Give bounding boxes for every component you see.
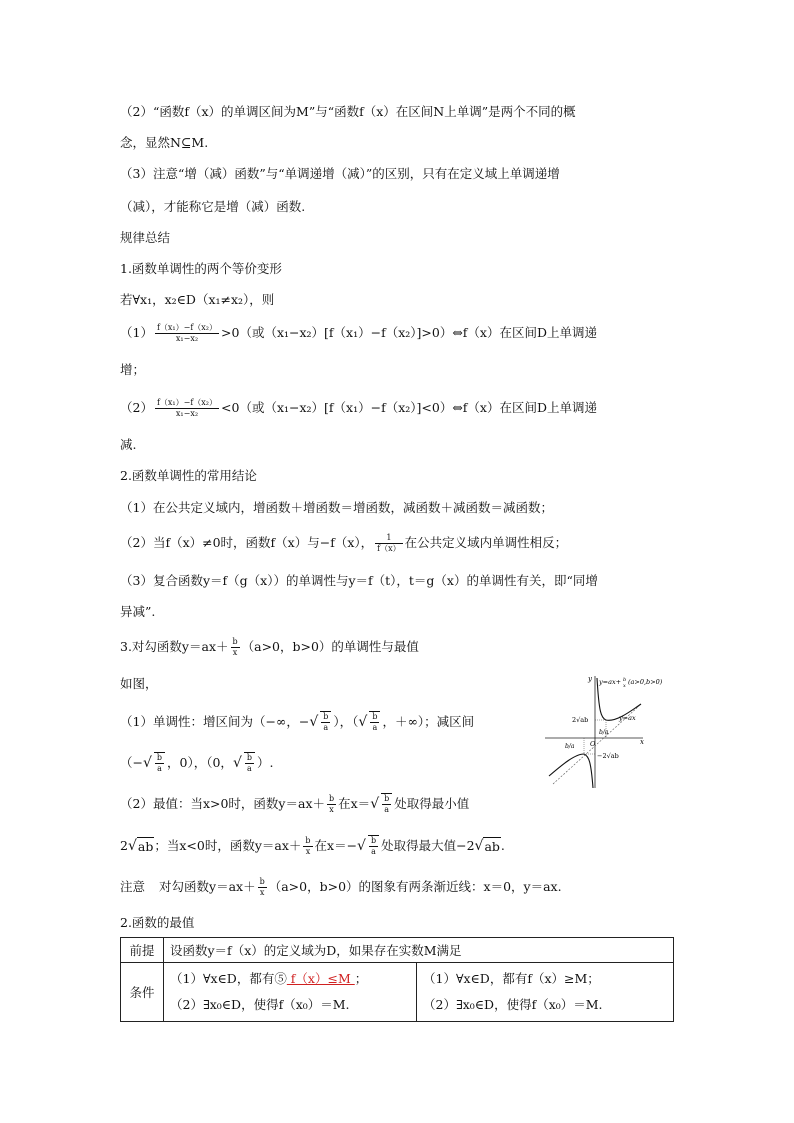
sqrt-b-over-a: √ $\frac{b}{a}$ [233, 752, 257, 774]
sqrt-b-over-a: √ $\frac{b}{a}$ [309, 711, 333, 733]
pos-root-label: b/a [599, 729, 609, 736]
diff-quotient-fraction: $\frac{\text{f（x₁）−f（x₂）}}{\text{x₁−x₂}}$ [156, 323, 218, 343]
s3-item1: （1）单调性：增区间为（−∞，− √ $\frac{b}{a}$ ），（ √ $\frac{b}{a}$ ，＋∞）；减区间 [120, 712, 475, 732]
s1-cond: 若∀x₁，x₂∈D（x₁≠x₂），则 [120, 292, 275, 307]
table-cell: （1）∀x∈D，都有⑤ f（x）≤M ； （2）∃x₀∈D，使得f（x₀）＝M. [164, 963, 417, 1022]
sqrt-b-over-a: √ $\frac{b}{a}$ [357, 835, 381, 857]
b-over-x-fraction: $\frac{b}{x}$ [259, 877, 265, 897]
table-row [121, 938, 674, 963]
fill-blank-answer: f（x）≤M [286, 971, 355, 986]
note: 注意 对勾函数y＝ax＋ $\frac{b}{x}$ （a>0，b>0）的图象有两条渐近线：x＝0，y＝ax. [120, 877, 562, 897]
s1-title: 1.函数单调性的两个等价变形 [120, 261, 282, 276]
y-axis-label: y [588, 675, 592, 683]
min-value-label: 2√ab [572, 716, 589, 724]
condition-label: (a>0,b>0) [628, 678, 663, 686]
origin-label: O [590, 740, 596, 748]
s2-title: 2.函数单调性的常用结论 [120, 468, 257, 483]
function-label-frac-den: x [623, 683, 626, 689]
x-axis-label: x [640, 738, 644, 746]
s4-title: 2.函数的最值 [120, 915, 195, 930]
s1-item1: （1） $\frac{\text{f（x₁）−f（x₂）}}{\text{x₁−x₂}}$ >0（或（x₁−x₂）[f（x₁）−f（x₂）]>0）⇔f（x）在区间D上单调递 [120, 323, 597, 343]
b-over-x-fraction: $\frac{b}{x}$ [329, 794, 335, 814]
left-branch-curve [549, 754, 593, 788]
max-value-label: −2√ab [597, 752, 619, 760]
diff-quotient-fraction: $\frac{\text{f（x₁）−f（x₂）}}{\text{x₁−x₂}}$ [156, 398, 218, 418]
function-label-frac-num: b [623, 677, 627, 683]
s3-title: 3.对勾函数y＝ax＋ $\frac{b}{x}$ （a>0，b>0）的单调性与最值 [120, 637, 419, 657]
table-cell: （1）∀x∈D，都有f（x）≥M； （2）∃x₀∈D，使得f（x₀）＝M. [417, 963, 674, 1022]
sqrt-ab: √ ab [474, 838, 500, 854]
s3-item2: （2）最值：当x>0时，函数y＝ax＋ $\frac{b}{x}$ 在x＝ √ $\frac{b}{a}$ 处取得最小值 [120, 794, 470, 814]
s2-item3: （3）复合函数y＝f（g（x））的单调性与y＝f（t），t＝g（x）的单调性有关，即“同增 [120, 573, 598, 588]
para-2: （2）“函数f（x）的单调区间为M”与“函数f（x）在区间N上单调”是两个不同的概 [120, 104, 576, 119]
reciprocal-fraction: $\frac{1}{f(x)}$ [377, 533, 401, 553]
s1-item1-cont: 增； [120, 362, 146, 377]
neg-root-label: b/a [565, 743, 575, 750]
table-row [121, 963, 674, 1022]
function-label: y=ax+ [599, 678, 622, 686]
asymptote-label: y=ax [619, 714, 636, 722]
para-3-cont: （减），才能称它是增（减）函数. [120, 199, 306, 214]
s3-as-figure: 如图， [120, 676, 158, 691]
para-3: （3）注意“增（减）函数”与“单调递增（减）”的区别，只有在定义域上单调递增 [120, 166, 560, 181]
table-cell: 前提 [121, 938, 164, 963]
sqrt-b-over-a: √ $\frac{b}{a}$ [370, 793, 394, 815]
s3-item1-cont: （− √ $\frac{b}{a}$ ，0），（0， √ $\frac{b}{a}$ ）. [120, 753, 274, 773]
s1-item2-cont: 减. [120, 437, 137, 452]
sqrt-b-over-a: √ $\frac{b}{a}$ [143, 752, 167, 774]
sqrt-b-over-a: √ $\frac{b}{a}$ [358, 711, 382, 733]
table-cell: 条件 [121, 963, 164, 1022]
para-2-cont: 念，显然N⊆M. [120, 135, 209, 150]
section-heading: 规律总结 [120, 230, 171, 245]
b-over-x-fraction: $\frac{b}{x}$ [232, 637, 238, 657]
s2-item1: （1）在公共定义域内，增函数＋增函数＝增函数，减函数＋减函数＝减函数； [120, 500, 553, 515]
s1-item2: （2） $\frac{\text{f（x₁）−f（x₂）}}{\text{x₁−x₂}}$ <0（或（x₁−x₂）[f（x₁）−f（x₂）]<0）⇔f（x）在区间D上单调递 [120, 398, 597, 418]
s3-item2-cont: 2 √ ab ；当x<0时，函数y＝ax＋ $\frac{b}{x}$ 在x＝− √ $\frac{b}{a}$ 处取得最大值−2 √ ab . [120, 836, 505, 856]
extremum-table [120, 937, 674, 1022]
s2-item3-cont: 异减”. [120, 604, 156, 619]
b-over-x-fraction: $\frac{b}{x}$ [305, 836, 311, 856]
table-cell: 设函数y＝f（x）的定义域为D，如果存在实数M满足 [164, 938, 674, 963]
s2-item2: （2）当f（x）≠0时，函数f（x）与−f（x）， $\frac{1}{f(x)}$ 在公共定义域内单调性相反； [120, 533, 568, 553]
hook-function-graph [543, 672, 673, 790]
sqrt-ab: √ ab [127, 838, 154, 854]
